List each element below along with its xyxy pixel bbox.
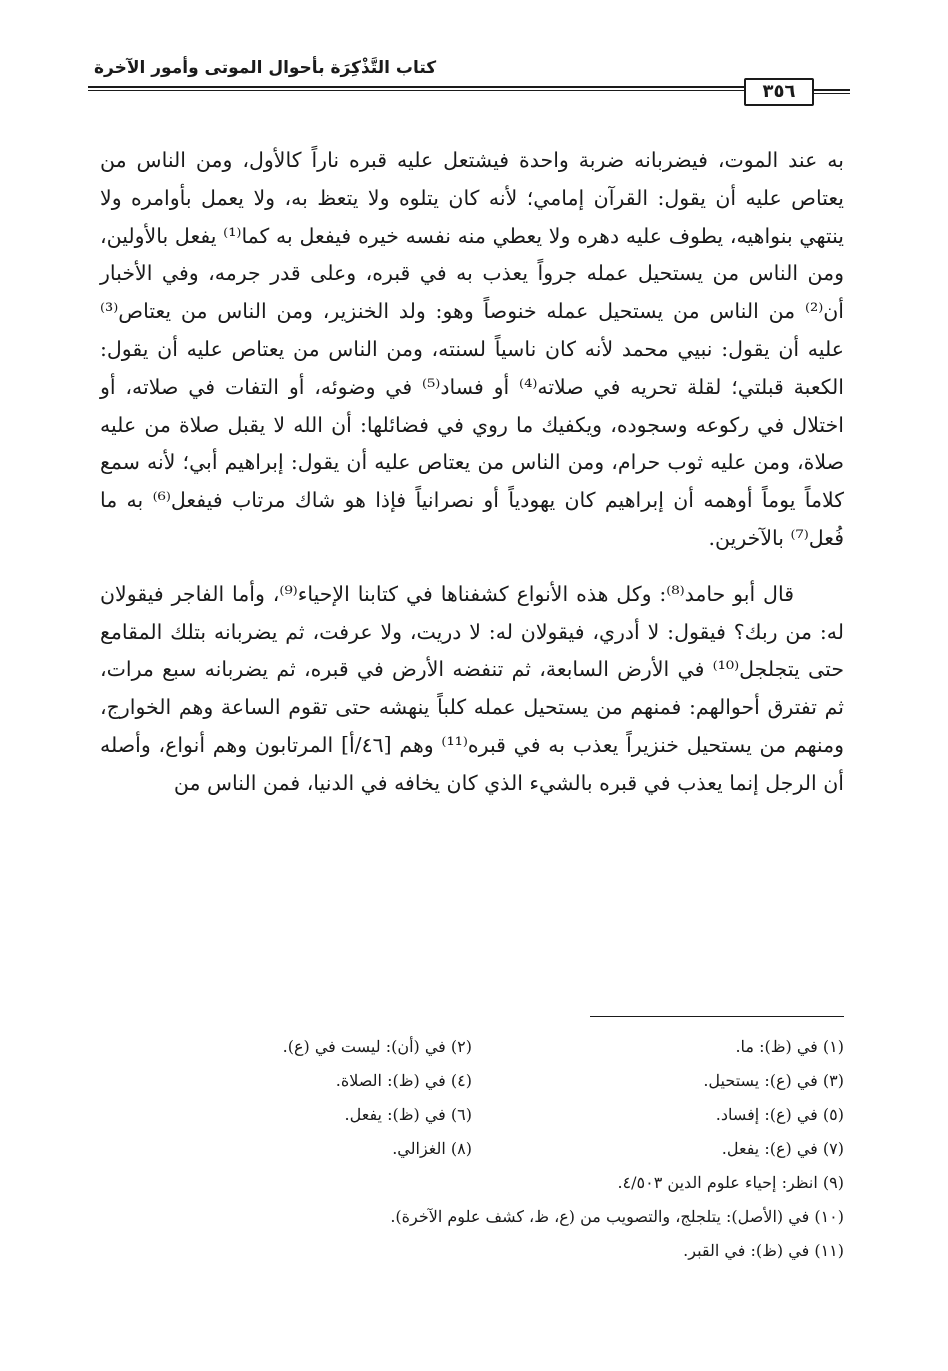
footnote-row xyxy=(100,1098,844,1132)
footnote-7: (٧) في (ع): يفعل. xyxy=(721,1139,844,1158)
footnotes xyxy=(100,1030,844,1268)
footnote-8: (٨) الغزالي. xyxy=(392,1139,472,1158)
header-rule-thin xyxy=(88,90,758,91)
footnote-row xyxy=(100,1132,844,1166)
header-rule xyxy=(88,86,758,88)
paragraph-1: به عند الموت، فيضربانه ضربة واحدة فيشتعل عليه قبره ناراً كالأول، ومن الناس من يعتاص عليه أن يقول: القرآن إمامي؛ لأنه كان يتلوه ولا يتعظ به، ولا يعمل بأوامره ولا ينتهي بنواهيه، يطوف عليه دهره ولا يعطي منه نفسه خيره فيفعل به كما⁽¹⁾ يفعل بالأولين، ومن الناس من يستحيل عمله جرواً يعذب به في قبره، وعلى قدر جرمه، وفي الأخبار أن⁽²⁾ من الناس من يستحيل عمله خنوصاً وهو: ولد الخنزير، ومن الناس من يعتاص⁽³⁾ عليه أن يقول: نبيي محمد لأنه كان ناسياً لسنته، ومن الناس من يعتاص عليه أن يقول: الكعبة قبلتي؛ لقلة تحريه في صلاته⁽⁴⁾ أو فساد⁽⁵⁾ في وضوئه، أو التفات في صلاته، أو اختلال في ركوعه وسجوده، ويكفيك ما روي في فضائلها: أن الله لا يقبل صلاة من عليه صلاة، ومن عليه ثوب حرام، ومن الناس من يعتاص عليه أن يقول: إبراهيم أبي؛ لأنه سمع كلاماً يوماً أوهمه أن إبراهيم كان يهودياً أو نصرانياً فإذا هو شاك مرتاب فيفعل⁽⁶⁾ به ما فُعل⁽⁷⁾ بالآخرين. xyxy=(100,148,844,550)
header-rule-right xyxy=(812,89,850,91)
footnote-separator xyxy=(590,1016,844,1017)
footnote-1: (١) في (ظ): ما. xyxy=(735,1037,844,1056)
footnote-5: (٥) في (ع): إفساد. xyxy=(715,1105,844,1124)
footnote-3: (٣) في (ع): يستحيل. xyxy=(703,1071,844,1090)
footnote-4: (٤) في (ظ): الصلاة. xyxy=(335,1071,472,1090)
footnote-9: (٩) انظر: إحياء علوم الدين ٤/٥٠٣. xyxy=(617,1173,844,1192)
running-title: كتاب التَّذْكِرَة بأحوال الموتى وأمور الآخرة xyxy=(94,58,437,78)
footnote-row xyxy=(100,1030,844,1064)
footnote-10: (١٠) في (الأصل): يتلجلج، والتصويب من (ع، ظ، كشف علوم الآخرة). xyxy=(390,1207,844,1226)
paragraph-2: قال أبو حامد⁽⁸⁾: وكل هذه الأنواع كشفناها في كتابنا الإحياء⁽⁹⁾، وأما الفاجر فيقولان له: من ربك؟ فيقول: لا أدري، فيقولان له: لا دريت، ولا عرفت، ثم يضربانه بتلك المقامع حتى يتجلجل⁽¹⁰⁾ في الأرض السابعة، ثم تنفضه الأرض في قبره، ثم يضربانه سبع مرات، ثم تفترق أحوالهم: فمنهم من يستحيل عمله كلباً ينهشه حتى تقوم الساعة وهم الخوارج، ومنهم من يستحيل خنزيراً يعذب به في قبره⁽¹¹⁾ وهم [٤٦/أ] المرتابون وهم أنواع، وأصله أن الرجل إنما يعذب في قبره بالشيء الذي كان يخافه في الدنيا، فمن الناس من xyxy=(100,581,845,795)
footnote-row xyxy=(100,1064,844,1098)
main-text xyxy=(100,142,844,803)
footnote-2: (٢) في (أن): ليست في (ع). xyxy=(282,1037,472,1056)
page-header xyxy=(88,56,860,116)
footnote-6: (٦) في (ظ): يفعل. xyxy=(344,1105,472,1124)
header-rule-right-thin xyxy=(812,93,850,94)
footnote-11: (١١) في (ظ): في القبر. xyxy=(683,1241,844,1260)
page-number: ٣٥٦ xyxy=(744,78,814,106)
